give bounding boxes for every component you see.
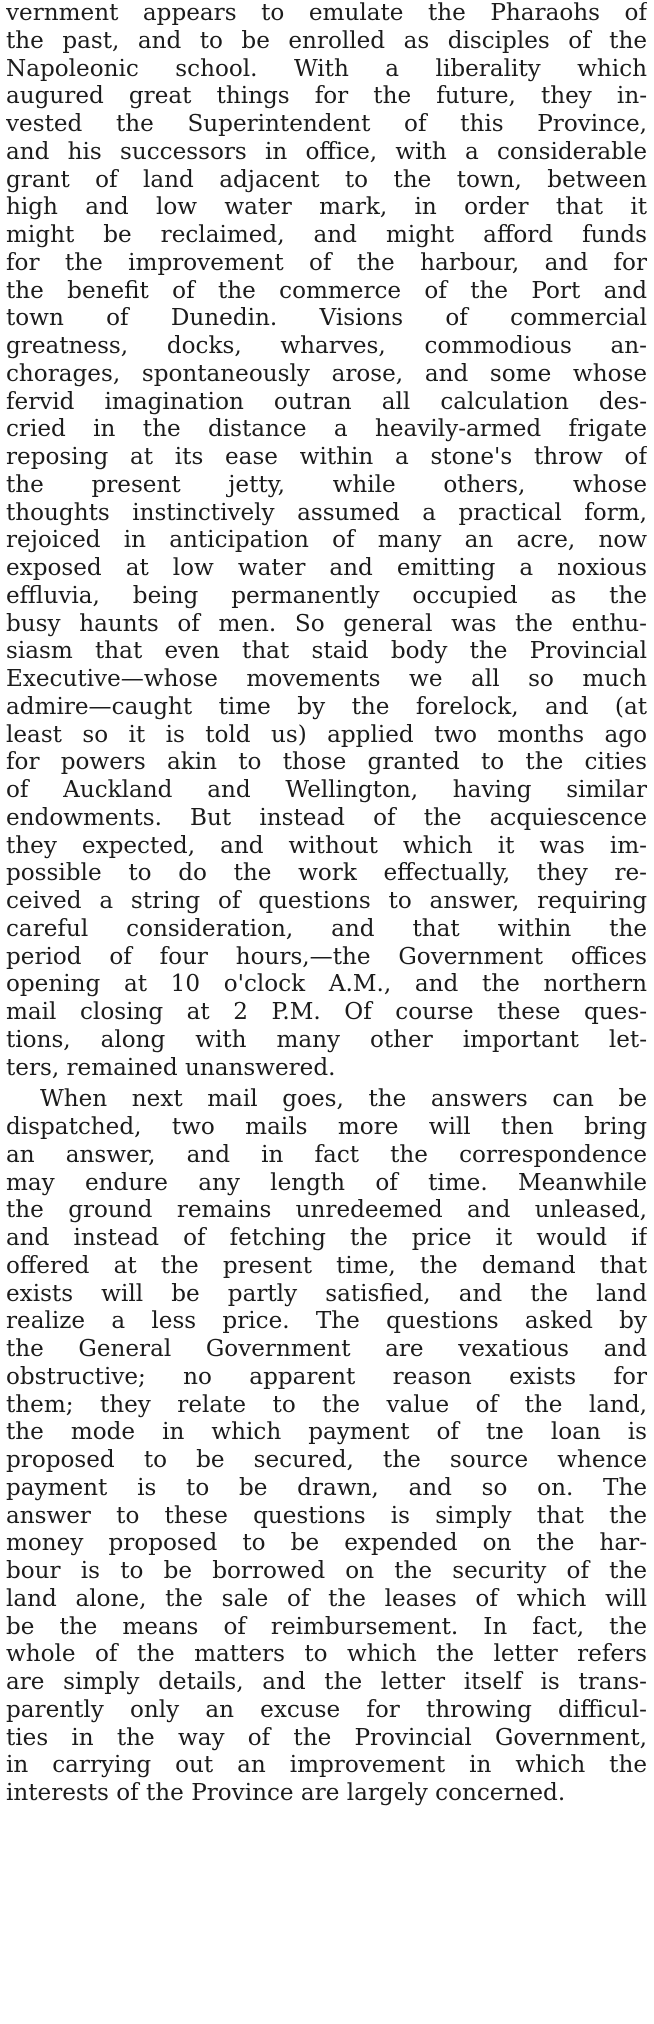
text-line: Executive—whose movements we all so much — [6, 666, 647, 692]
text-line: bour is to be borrowed on the security of the — [6, 1558, 647, 1584]
text-line: greatness, docks, wharves, commodious an- — [6, 333, 647, 359]
text-line: interests of the Province are largely concerned. — [6, 1780, 566, 1806]
text-line: ties in the way of the Provincial Government, — [6, 1724, 647, 1751]
text-line: Napoleonic school. With a liberality which — [6, 55, 647, 82]
text-line: land alone, the sale of the leases of which will — [6, 1585, 647, 1612]
text-line: vested the Superintendent of this Province, — [6, 111, 647, 137]
newspaper-column — [6, 0, 647, 1808]
text-line: least so it is told us) applied two months ago — [6, 721, 647, 748]
text-line: ceived a string of questions to answer, requiring — [6, 888, 647, 914]
text-line: endowments. But instead of the acquiescence — [6, 804, 647, 831]
text-line: the benefit of the commerce of the Port and — [6, 277, 647, 304]
text-line: cried in the distance a heavily-armed frigate — [6, 416, 647, 443]
text-line: whole of the matters to which the letter refers — [6, 1641, 647, 1668]
text-line: rejoiced in anticipation of many an acre, now — [6, 527, 647, 554]
text-line: thoughts instinctively assumed a practical form, — [6, 499, 647, 526]
text-line: answer to these questions is simply that the — [6, 1502, 647, 1529]
text-line: the ground remains unredeemed and unleased, — [6, 1197, 647, 1224]
text-line: realize a less price. The questions asked by — [6, 1308, 647, 1335]
text-line: busy haunts of men. So general was the enthu- — [6, 610, 647, 637]
text-line: offered at the present time, the demand that — [6, 1252, 647, 1279]
text-line: parently only an excuse for throwing difficul- — [6, 1696, 647, 1723]
text-line: exists will be partly satisfied, and the land — [6, 1280, 647, 1307]
text-line: them; they relate to the value of the land, — [6, 1391, 647, 1418]
text-line: effluvia, being permanently occupied as the — [6, 582, 647, 609]
text-line: be the means of reimbursement. In fact, the — [6, 1613, 647, 1640]
text-line: may endure any length of time. Meanwhile — [6, 1169, 647, 1196]
text-line: high and low water mark, in order that it — [6, 194, 647, 221]
text-line: for the improvement of the harbour, and for — [6, 249, 647, 276]
text-line: vernment appears to emulate the Pharaohs of — [6, 0, 647, 26]
text-line: dispatched, two mails more will then bring — [6, 1114, 647, 1140]
text-line: the General Government are vexatious and — [6, 1336, 647, 1362]
text-line: the past, and to be enrolled as disciples of the — [6, 27, 647, 54]
text-line: grant of land adjacent to the town, between — [6, 166, 647, 193]
text-line: chorages, spontaneously arose, and some whose — [6, 360, 647, 387]
text-line: payment is to be drawn, and so on. The — [6, 1474, 647, 1501]
text-line: the mode in which payment of tne loan is — [6, 1419, 647, 1446]
text-line: an answer, and in fact the correspondence — [6, 1141, 647, 1168]
paragraph-1 — [6, 0, 647, 1082]
text-line: augured great things for the future, they in- — [6, 83, 647, 110]
text-line: town of Dunedin. Visions of commercial — [6, 305, 647, 332]
text-line: proposed to be secured, the source whence — [6, 1447, 647, 1473]
text-line: the present jetty, while others, whose — [6, 471, 647, 498]
text-line: possible to do the work effectually, they re- — [6, 860, 647, 887]
text-line: siasm that even that staid body the Provincial — [6, 638, 647, 665]
text-line: mail closing at 2 P.M. Of course these ques- — [6, 999, 647, 1025]
text-line: of Auckland and Wellington, having similar — [6, 777, 647, 803]
text-line: and his successors in office, with a considerable — [6, 138, 647, 165]
paragraph-2 — [6, 1086, 647, 1808]
text-line: obstructive; no apparent reason exists for — [6, 1363, 647, 1390]
text-line: opening at 10 o'clock A.M., and the northern — [6, 971, 647, 998]
text-line: might be reclaimed, and might afford funds — [6, 222, 647, 248]
text-line: money proposed to be expended on the har- — [6, 1530, 647, 1557]
text-line: in carrying out an improvement in which the — [6, 1752, 647, 1779]
text-line: exposed at low water and emitting a noxious — [6, 555, 647, 581]
text-line: are simply details, and the letter itself is trans- — [6, 1669, 647, 1695]
text-line: they expected, and without which it was im- — [6, 832, 647, 859]
text-line: careful consideration, and that within the — [6, 915, 647, 942]
text-line: tions, along with many other important let- — [6, 1026, 647, 1053]
text-line: period of four hours,—the Government offices — [6, 943, 647, 970]
text-line: ters, remained unanswered. — [6, 1054, 336, 1081]
text-line: fervid imagination outran all calculation des- — [6, 388, 647, 415]
text-line: and instead of fetching the price it would if — [6, 1225, 647, 1251]
text-line: for powers akin to those granted to the cities — [6, 749, 647, 776]
text-line: reposing at its ease within a stone's throw of — [6, 444, 647, 470]
text-line: When next mail goes, the answers can be — [40, 1086, 647, 1113]
text-line: admire—caught time by the forelock, and (at — [6, 693, 647, 720]
